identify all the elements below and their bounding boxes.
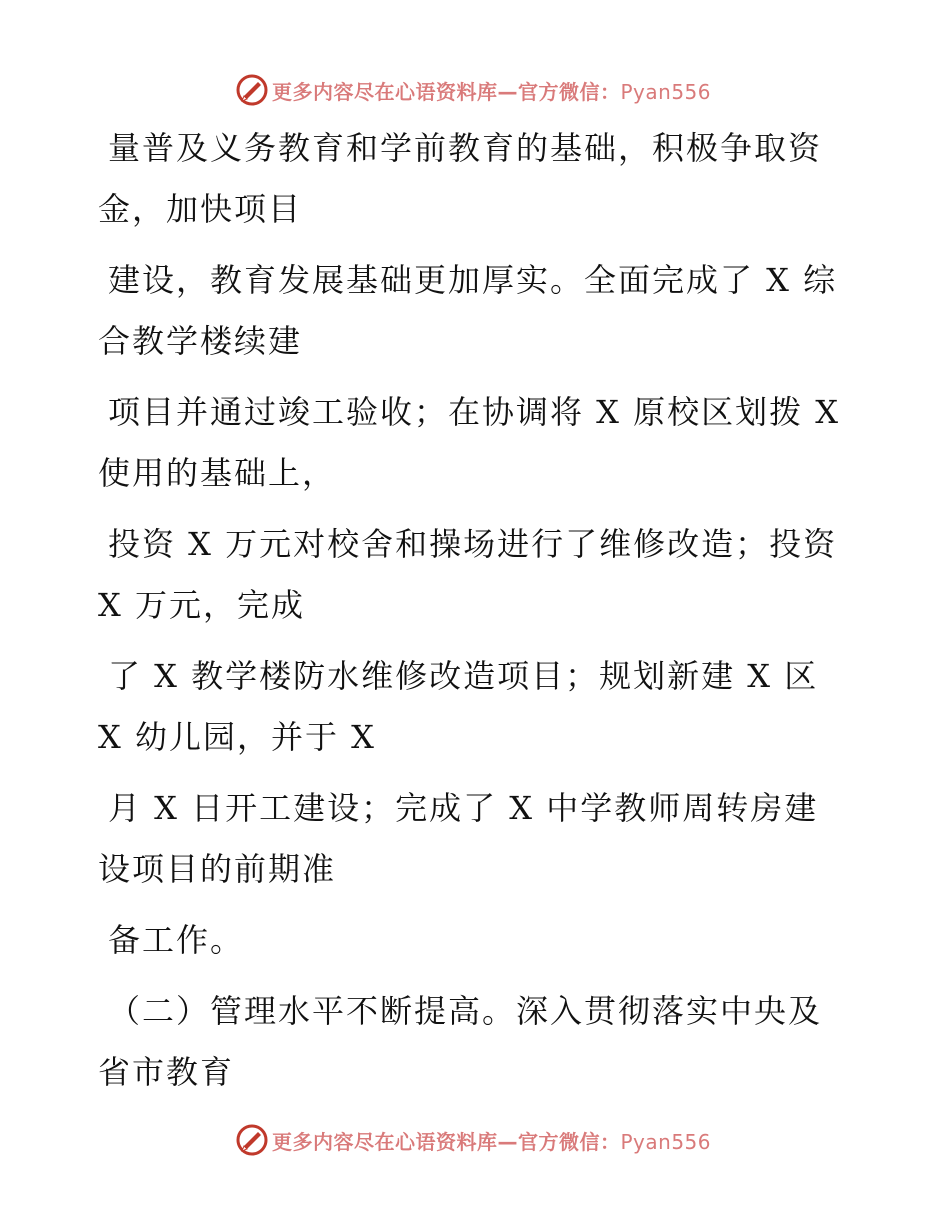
paragraph [98, 646, 858, 768]
watermark-text: 更多内容尽在心语资料库—官方微信：Pyan556 [272, 79, 712, 104]
text-line: 项目并通过竣工验收；在协调将 X 原校区划拨 X [108, 393, 841, 431]
paragraph [98, 981, 858, 1103]
footer-watermark [236, 1122, 711, 1158]
text-line: 合教学楼续建 [98, 322, 303, 360]
header-watermark [236, 72, 711, 108]
pen-logo-icon [236, 1124, 268, 1156]
text-line: 量普及义务教育和学前教育的基础，积极争取资 [108, 129, 823, 167]
text-line: 金，加快项目 [98, 190, 303, 228]
text-line: 建设，教育发展基础更加厚实。全面完成了 X 综 [108, 261, 838, 299]
text-line: 投资 X 万元对校舍和操场进行了维修改造；投资 [108, 525, 838, 563]
paragraph [98, 118, 858, 240]
pen-logo-icon [236, 74, 268, 106]
document-body [98, 118, 858, 1113]
text-line: （二）管理水平不断提高。深入贯彻落实中央及 [108, 992, 823, 1030]
text-line: X 幼儿园，并于 X [98, 718, 376, 756]
text-line: 使用的基础上， [98, 454, 337, 492]
paragraph [98, 778, 858, 900]
paragraph [98, 250, 858, 372]
text-line: 备工作。 [108, 921, 245, 959]
text-line: 设项目的前期准 [98, 850, 337, 888]
paragraph [98, 382, 858, 504]
text-line: 省市教育 [98, 1053, 235, 1091]
text-line: 了 X 教学楼防水维修改造项目；规划新建 X 区 [108, 657, 819, 695]
text-line: X 万元，完成 [98, 586, 305, 624]
watermark-text: 更多内容尽在心语资料库—官方微信：Pyan556 [272, 1129, 712, 1154]
text-line: 月 X 日开工建设；完成了 X 中学教师周转房建 [108, 789, 819, 827]
paragraph [98, 910, 858, 971]
paragraph [98, 514, 858, 636]
